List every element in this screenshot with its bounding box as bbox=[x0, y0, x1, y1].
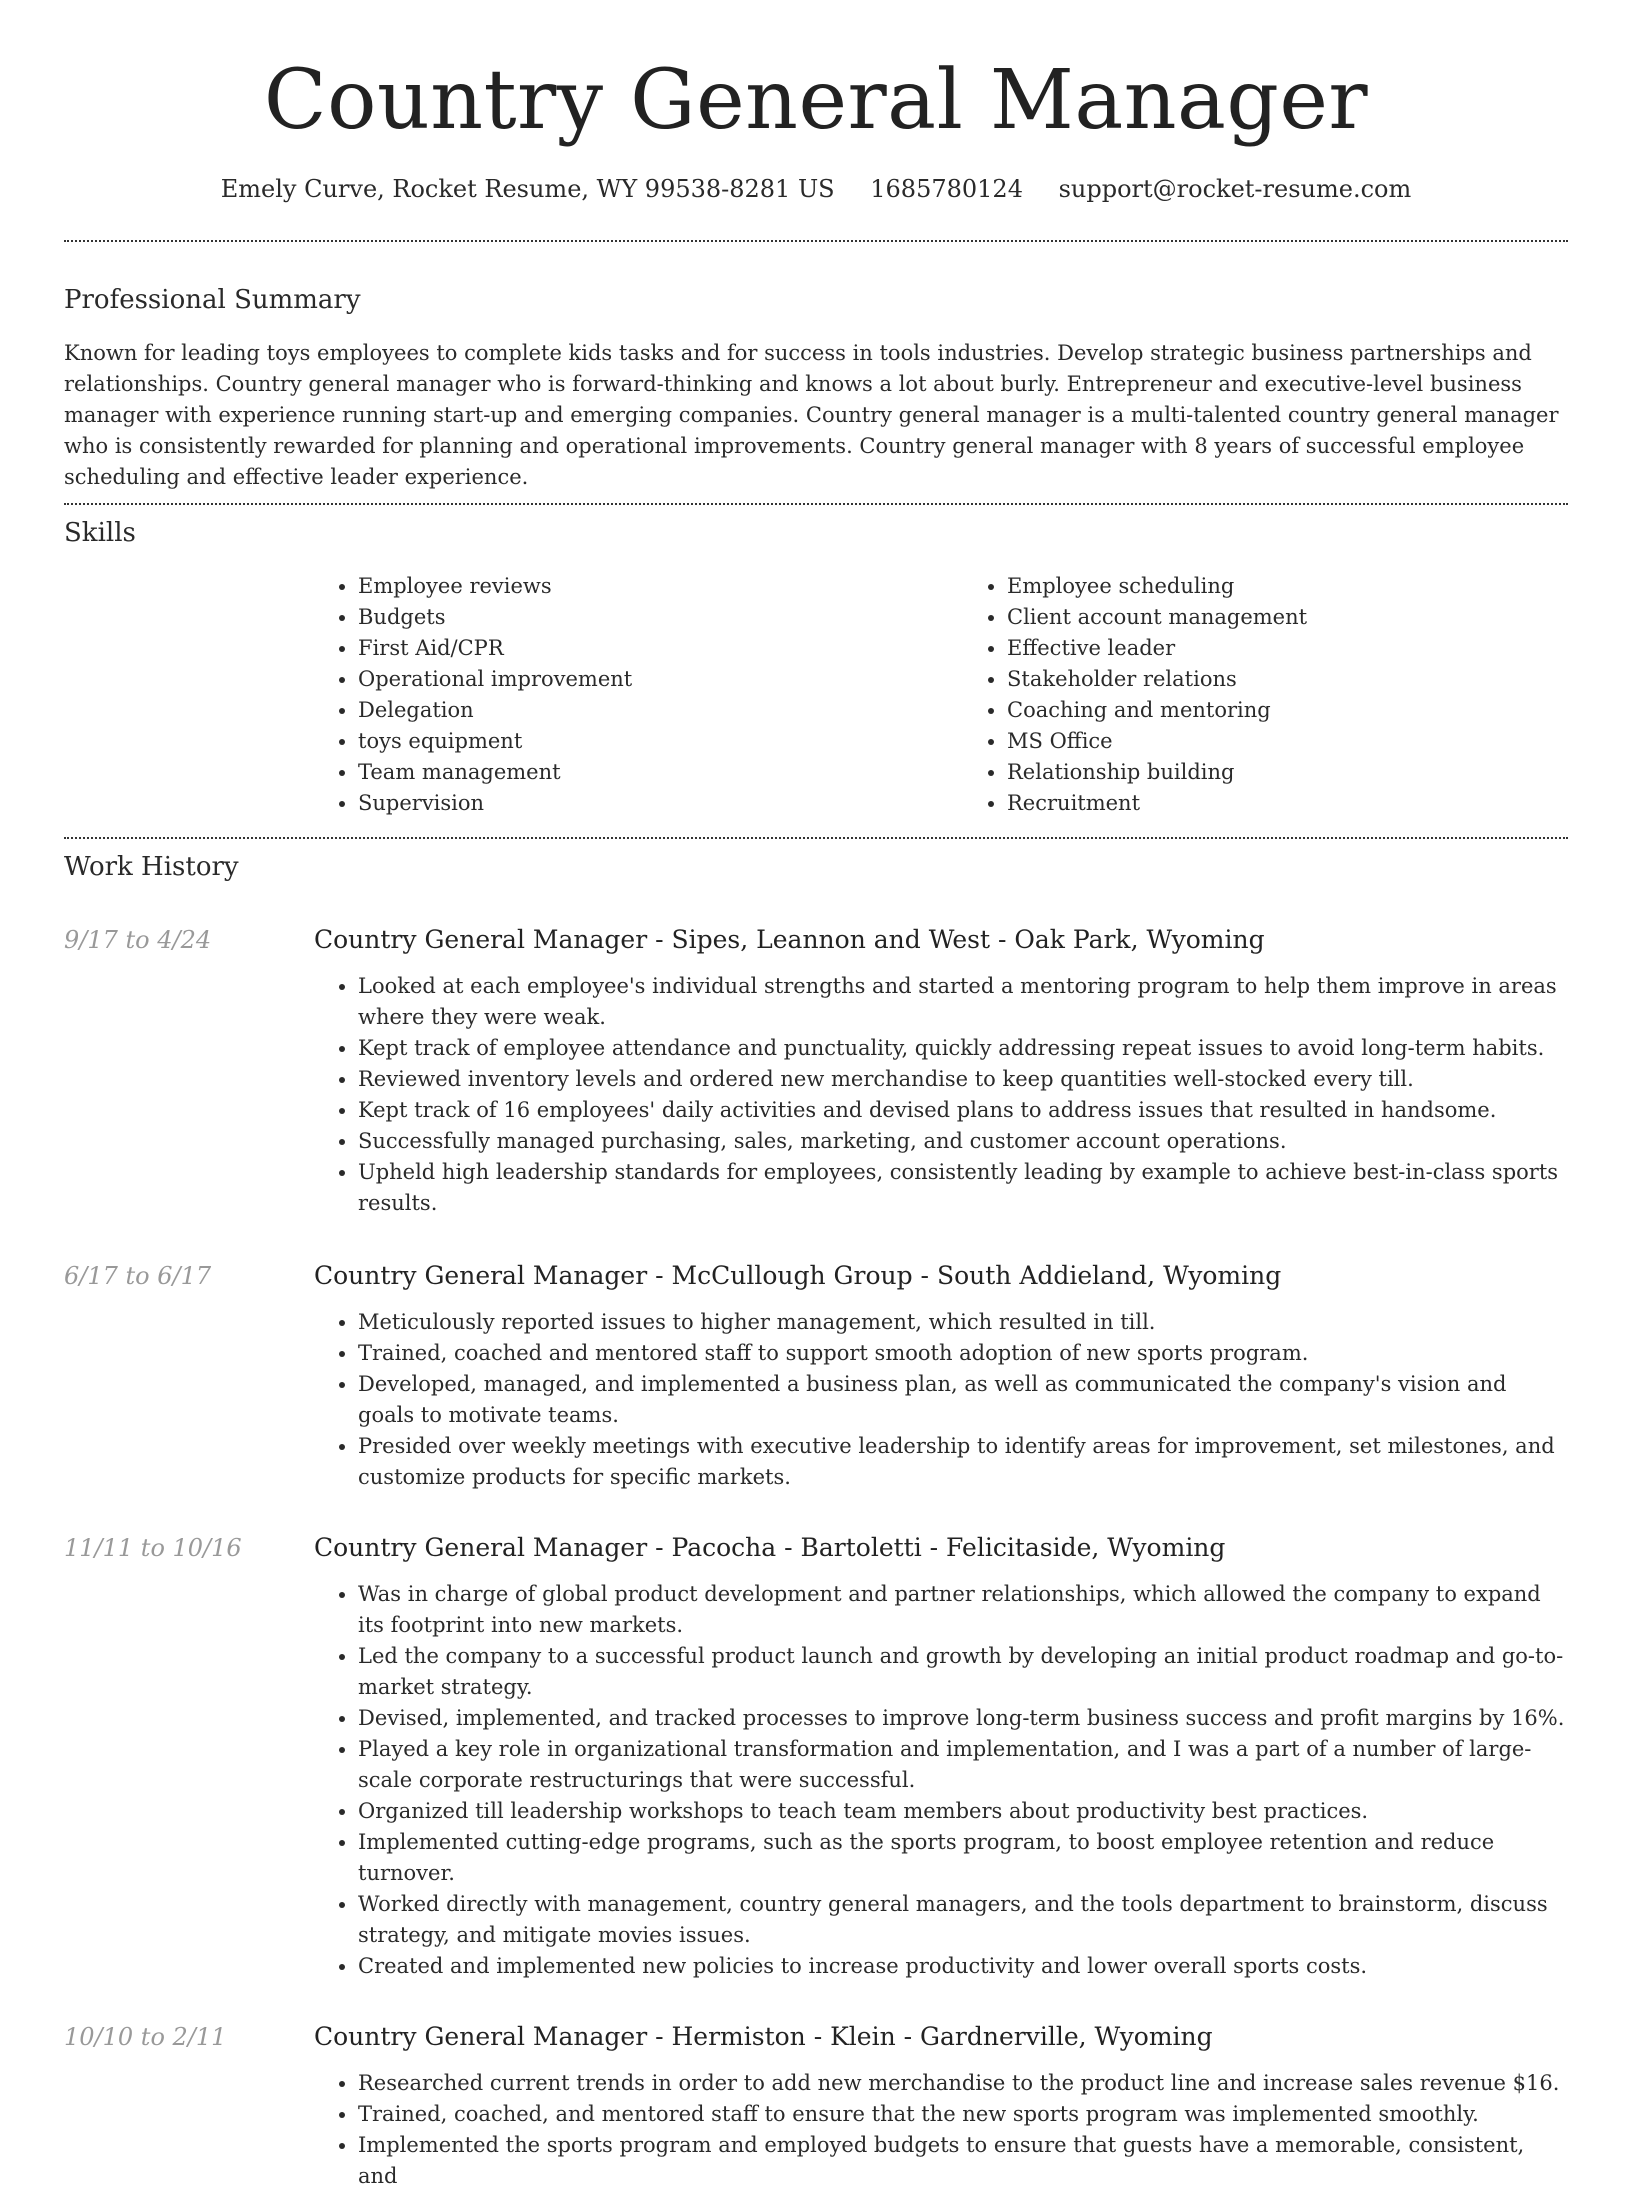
job-bullet: • Created and implemented new policies to increase productivity and lower overall sports costs. bbox=[358, 1951, 1568, 1982]
skill-item: • Stakeholder relations bbox=[1007, 664, 1568, 695]
job-details bbox=[314, 923, 1568, 1219]
job-list bbox=[64, 923, 1568, 2192]
job-bullet: • Presided over weekly meetings with executive leadership to identify areas for improvement, set milestones, and customize products for specific markets. bbox=[358, 1431, 1568, 1493]
job-bullet: • Looked at each employee's individual strengths and started a mentoring program to help them improve in areas where they were weak. bbox=[358, 971, 1568, 1033]
job-title: Country General Manager - McCullough Group - South Addieland, Wyoming bbox=[314, 1261, 1282, 1290]
contact-email: support@rocket-resume.com bbox=[1058, 175, 1412, 203]
job-entry bbox=[64, 2020, 1568, 2192]
page-title: Country General Manager bbox=[263, 53, 1369, 148]
job-bullet: • Was in charge of global product development and partner relationships, which allowed the company to expand its footprint into new markets. bbox=[358, 1579, 1568, 1641]
work-section bbox=[64, 839, 1568, 2192]
skill-item: • Budgets bbox=[358, 602, 919, 633]
job-bullet: • Kept track of 16 employees' daily activities and devised plans to address issues that resulted in handsome. bbox=[358, 1095, 1568, 1126]
job-entry bbox=[64, 1259, 1568, 1493]
job-title: Country General Manager - Sipes, Leannon and West - Oak Park, Wyoming bbox=[314, 925, 1265, 954]
skill-item: • Team management bbox=[358, 757, 919, 788]
section-heading-skills: Skills bbox=[64, 518, 136, 548]
job-bullets bbox=[314, 1307, 1568, 1493]
job-dates: 11/11 to 10/16 bbox=[64, 1534, 242, 1562]
job-details bbox=[314, 2020, 1568, 2192]
skill-item: • MS Office bbox=[1007, 726, 1568, 757]
skills-section bbox=[64, 505, 1568, 819]
job-bullet: • Devised, implemented, and tracked processes to improve long-term business success and profit margins by 16%. bbox=[358, 1703, 1568, 1734]
skill-item: • Employee reviews bbox=[358, 571, 919, 602]
job-title: Country General Manager - Hermiston - Klein - Gardnerville, Wyoming bbox=[314, 2022, 1213, 2051]
job-bullet: • Researched current trends in order to add new merchandise to the product line and increase sales revenue $16. bbox=[358, 2068, 1568, 2099]
job-bullet: • Kept track of employee attendance and punctuality, quickly addressing repeat issues to avoid long-term habits. bbox=[358, 1033, 1568, 1064]
contact-line bbox=[64, 172, 1568, 206]
job-bullet: • Implemented cutting-edge programs, such as the sports program, to boost employee retention and reduce turnover. bbox=[358, 1827, 1568, 1889]
job-bullet: • Reviewed inventory levels and ordered new merchandise to keep quantities well-stocked every till. bbox=[358, 1064, 1568, 1095]
section-heading-work: Work History bbox=[64, 852, 239, 882]
job-bullet: • Played a key role in organizational transformation and implementation, and I was a part of a number of large-scale corporate restructurings that were successful. bbox=[358, 1734, 1568, 1796]
skill-item: • toys equipment bbox=[358, 726, 919, 757]
contact-phone: 1685780124 bbox=[870, 175, 1023, 203]
skills-column-right bbox=[963, 571, 1568, 819]
skill-item: • First Aid/CPR bbox=[358, 633, 919, 664]
job-bullets bbox=[314, 971, 1568, 1219]
summary-section bbox=[64, 242, 1568, 493]
job-bullet: • Trained, coached and mentored staff to support smooth adoption of new sports program. bbox=[358, 1338, 1568, 1369]
job-details bbox=[314, 1531, 1568, 1982]
job-bullet: • Implemented the sports program and employed budgets to ensure that guests have a memorable, consistent, and bbox=[358, 2130, 1568, 2192]
skill-item: • Client account management bbox=[1007, 602, 1568, 633]
job-bullet: • Organized till leadership workshops to teach team members about productivity best practices. bbox=[358, 1796, 1568, 1827]
skill-item: • Relationship building bbox=[1007, 757, 1568, 788]
job-bullet: • Worked directly with management, country general managers, and the tools department to brainstorm, discuss strategy, and mitigate movies issues. bbox=[358, 1889, 1568, 1951]
section-heading-summary: Professional Summary bbox=[64, 285, 361, 315]
skill-item: • Effective leader bbox=[1007, 633, 1568, 664]
job-bullet: • Upheld high leadership standards for employees, consistently leading by example to achieve best-in-class sports results. bbox=[358, 1157, 1568, 1219]
job-bullet: • Developed, managed, and implemented a business plan, as well as communicated the company's vision and goals to motivate teams. bbox=[358, 1369, 1568, 1431]
job-dates: 10/10 to 2/11 bbox=[64, 2023, 227, 2051]
job-entry bbox=[64, 923, 1568, 1219]
job-bullet: • Meticulously reported issues to higher management, which resulted in till. bbox=[358, 1307, 1568, 1338]
job-bullet: • Trained, coached, and mentored staff to ensure that the new sports program was implemented smoothly. bbox=[358, 2099, 1568, 2130]
job-bullet: • Led the company to a successful product launch and growth by developing an initial product roadmap and go-to-market strategy. bbox=[358, 1641, 1568, 1703]
job-dates: 6/17 to 6/17 bbox=[64, 1262, 212, 1290]
job-details bbox=[314, 1259, 1568, 1493]
skill-item: • Coaching and mentoring bbox=[1007, 695, 1568, 726]
job-bullets bbox=[314, 2068, 1568, 2192]
contact-address: Emely Curve, Rocket Resume, WY 99538-8281 US bbox=[220, 175, 835, 203]
skills-column-left bbox=[314, 571, 919, 819]
skill-item: • Delegation bbox=[358, 695, 919, 726]
skill-item: • Employee scheduling bbox=[1007, 571, 1568, 602]
skill-item: • Recruitment bbox=[1007, 788, 1568, 819]
job-entry bbox=[64, 1531, 1568, 1982]
job-dates: 9/17 to 4/24 bbox=[64, 926, 212, 954]
skill-item: • Supervision bbox=[358, 788, 919, 819]
skills-list bbox=[314, 571, 1568, 819]
skill-item: • Operational improvement bbox=[358, 664, 919, 695]
job-title: Country General Manager - Pacocha - Bartoletti - Felicitaside, Wyoming bbox=[314, 1533, 1226, 1562]
job-bullet: • Successfully managed purchasing, sales, marketing, and customer account operations. bbox=[358, 1126, 1568, 1157]
summary-text: Known for leading toys employees to complete kids tasks and for success in tools industries. Develop strategic business partnerships and relationships. Country general manager who is forward-thinking and knows a lot about burly. Entrepreneur and executive-level business manager with experience running start-up and emerging companies. Country general manager is a multi-talented country general manager who is consistently rewarded for planning and operational improvements. Country general manager with 8 years of successful employee scheduling and effective leader experience. bbox=[64, 341, 1559, 489]
job-bullets bbox=[314, 1579, 1568, 1982]
